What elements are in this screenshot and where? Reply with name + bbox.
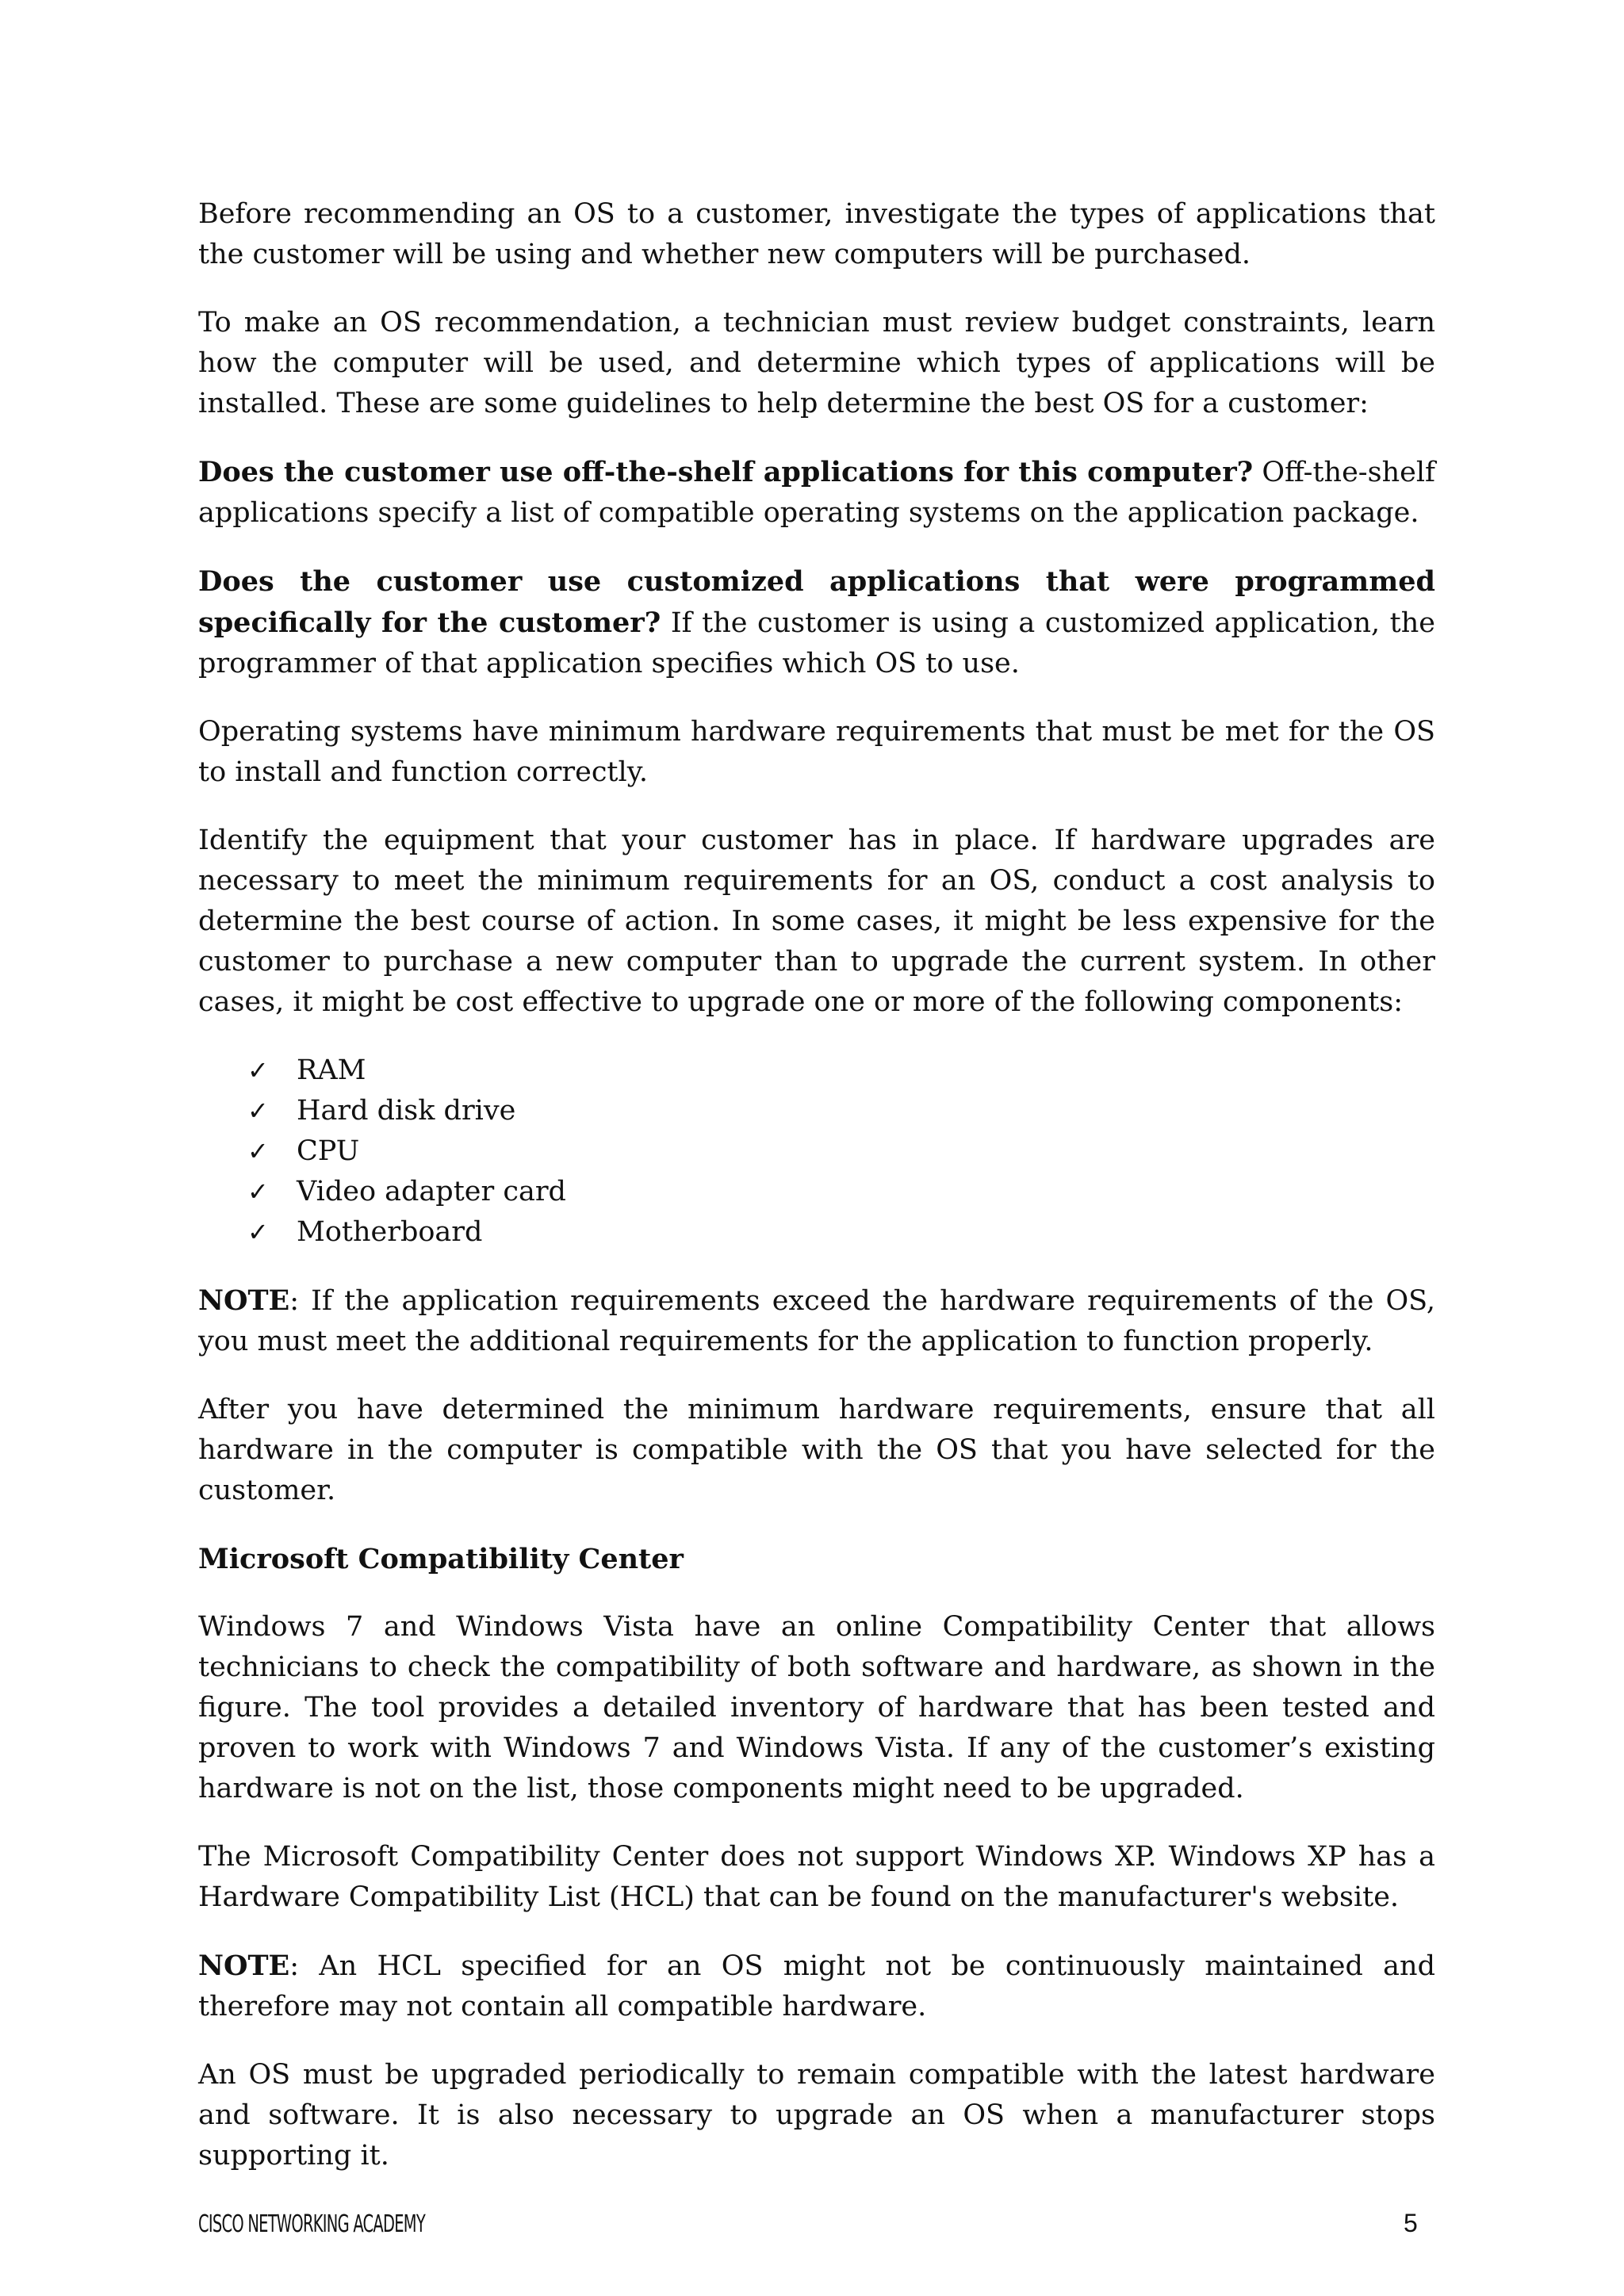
- question-off-the-shelf-bold: Does the customer use off-the-shelf applications for this computer?: [198, 456, 1254, 488]
- list-item-label: Video adapter card: [297, 1176, 566, 1207]
- list-item-label: CPU: [297, 1135, 360, 1167]
- check-icon: ✓: [247, 1096, 269, 1126]
- list-item: [247, 1091, 1435, 1131]
- component-checklist: [198, 1050, 1435, 1253]
- list-item: [247, 1131, 1435, 1172]
- list-item-label: Motherboard: [297, 1216, 483, 1248]
- paragraph-recommendation: To make an OS recommendation, a technician must review budget constraints, learn how the computer will be used, and determine which types of applications will be installed. These are some guidelines to help determine the best OS for a customer:: [198, 307, 1435, 419]
- note-text: : An HCL specified for an OS might not be continuously maintained and therefore may not contain all compatible hardware.: [198, 1950, 1435, 2022]
- note-hcl: [198, 1946, 1435, 2027]
- check-icon: ✓: [247, 1177, 269, 1207]
- list-item: [247, 1050, 1435, 1091]
- check-icon: ✓: [247, 1217, 269, 1247]
- question-customized: [198, 561, 1435, 684]
- page-number: 5: [1404, 2209, 1418, 2237]
- paragraph-compatibility: After you have determined the minimum hardware requirements, ensure that all hardware in the computer is compatible with the OS that you have selected for the customer.: [198, 1394, 1435, 1506]
- section-heading: Microsoft Compatibility Center: [198, 1543, 684, 1575]
- question-customized-text: If the customer is using a customized application, the programmer of that application specifies which OS to use.: [198, 607, 1435, 679]
- paragraph-windows-xp: The Microsoft Compatibility Center does not support Windows XP. Windows XP has a Hardware Compatibility List (HCL) that can be found on the manufacturer's website.: [198, 1841, 1435, 1913]
- list-item: [247, 1172, 1435, 1212]
- note-label: NOTE: [198, 1950, 290, 1982]
- list-item: [247, 1212, 1435, 1253]
- check-icon: ✓: [247, 1136, 269, 1166]
- note-text: : If the application requirements exceed the hardware requirements of the OS, you must meet the additional requirements for the application to function properly.: [198, 1285, 1435, 1357]
- footer-organization: CISCO NETWORKING ACADEMY: [198, 2210, 425, 2238]
- list-item-label: Hard disk drive: [297, 1095, 516, 1127]
- question-off-the-shelf-text: Off-the-shelf applications specify a list of compatible operating systems on the application package.: [198, 457, 1435, 529]
- check-icon: ✓: [247, 1055, 269, 1085]
- paragraph-upgrade: An OS must be upgraded periodically to remain compatible with the latest hardware and software. It is also necessary to upgrade an OS when a manufacturer stops supporting it.: [198, 2059, 1435, 2172]
- question-off-the-shelf: [198, 452, 1435, 534]
- note-label: NOTE: [198, 1284, 290, 1317]
- list-item-label: RAM: [297, 1054, 366, 1086]
- question-customized-bold: Does the customer use customized applications that were programmed specifically for the customer?: [198, 565, 1435, 639]
- paragraph-identify-equipment: Identify the equipment that your customer has in place. If hardware upgrades are necessary to meet the minimum requirements for an OS, conduct a cost analysis to determine the best course of action. In some cases, it might be less expensive for the customer to purchase a new computer than to upgrade the current system. In other cases, it might be cost effective to upgrade one or more of the following components:: [198, 825, 1435, 1018]
- document-body: [198, 194, 1435, 2204]
- paragraph-compatibility-center: Windows 7 and Windows Vista have an online Compatibility Center that allows technicians to check the compatibility of both software and hardware, as shown in the figure. The tool provides a detailed inventory of hardware that has been tested and proven to work with Windows 7 and Windows Vista. If any of the customer’s existing hardware is not on the list, those components might need to be upgraded.: [198, 1611, 1435, 1804]
- paragraph-minimum-requirements: Operating systems have minimum hardware requirements that must be met for the OS to install and function correctly.: [198, 716, 1435, 788]
- paragraph-intro: Before recommending an OS to a customer, investigate the types of applications that the customer will be using and whether new computers will be purchased.: [198, 198, 1435, 270]
- note-application-requirements: [198, 1280, 1435, 1362]
